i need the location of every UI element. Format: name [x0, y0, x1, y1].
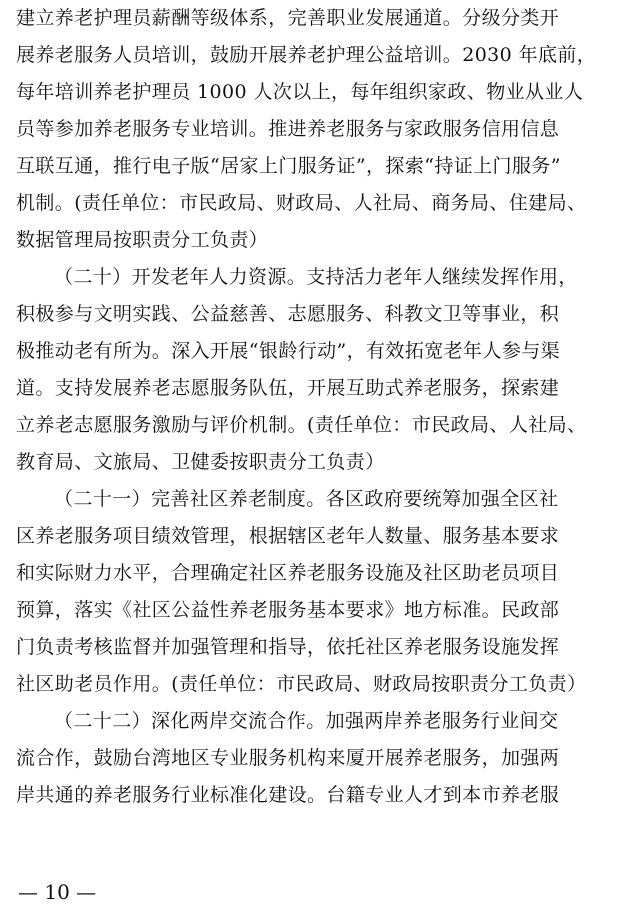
text-line: 互联互通，推行电子版“居家上门服务证”，探索“持证上门服务” [16, 155, 561, 177]
text-line: 员等参加养老服务专业培训。推进养老服务与家政服务信用信息 [16, 118, 560, 140]
text-line: 每年培训养老护理员 1000 人次以上，每年组织家政、物业从业人 [16, 81, 584, 103]
text-line: 教育局、文旅局、卫健委按职责分工负责） [16, 451, 385, 473]
section-heading-line: （二十一）完善社区养老制度。各区政府要统筹加强全区社 [54, 488, 559, 510]
text-line: 预算，落实《社区公益性养老服务基本要求》地方标准。民政部 [16, 599, 560, 621]
text-line: 积极参与文明实践、公益慈善、志愿服务、科教文卫等事业，积 [16, 303, 560, 325]
section-heading-line: （二十二）深化两岸交流合作。加强两岸养老服务行业间交 [54, 710, 559, 732]
text-line: 数据管理局按职责分工负责） [16, 229, 269, 251]
text-line: 展养老服务人员培训，鼓励开展养老护理公益培训。2030 年底前， [16, 44, 597, 66]
text-line: 流合作，鼓励台湾地区专业服务机构来厦开展养老服务，加强两 [16, 747, 560, 769]
document-body [16, 0, 620, 814]
text-line: 道。支持发展养老志愿服务队伍，开展互助式养老服务，探索建 [16, 377, 560, 399]
text-line: 岸共通的养老服务行业标准化建设。台籍专业人才到本市养老服 [16, 784, 560, 806]
page-number: — 10 — [18, 880, 97, 904]
text-line: 区养老服务项目绩效管理，根据辖区老年人数量、服务基本要求 [16, 525, 560, 547]
text-line: 立养老志愿服务激励与评价机制。(责任单位：市民政局、人社局、 [16, 414, 587, 436]
text-line: 和实际财力水平，合理确定社区养老服务设施及社区助老员项目 [16, 562, 560, 584]
text-line: 社区助老员作用。(责任单位：市民政局、财政局按职责分工负责） [16, 673, 587, 695]
text-line: 机制。(责任单位：市民政局、财政局、人社局、商务局、住建局、 [16, 192, 587, 214]
text-line: 门负责考核监督并加强管理和指导，依托社区养老服务设施发挥 [16, 636, 560, 658]
section-heading-line: （二十）开发老年人力资源。支持活力老年人继续发挥作用， [54, 266, 578, 288]
text-line: 极推动老有所为。深入开展“银龄行动”，有效拓宽老年人参与渠 [16, 340, 561, 362]
text-line: 建立养老护理员薪酬等级体系，完善职业发展通道。分级分类开 [16, 7, 560, 29]
